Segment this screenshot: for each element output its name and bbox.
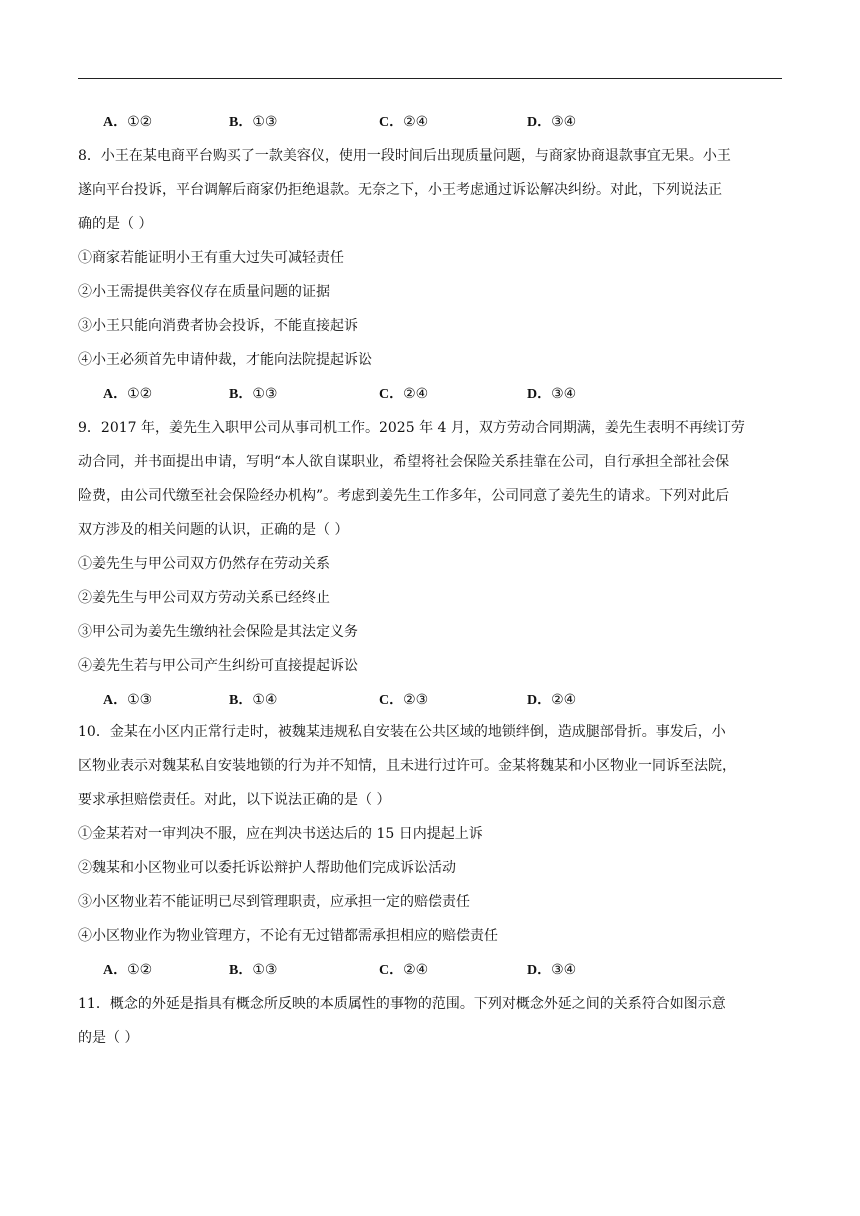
statement-4: ④小王必须首先申请仲裁，才能向法院提起诉讼 [78,352,372,368]
question-9-text: 双方涉及的相关问题的认识，正确的是（ ） [78,522,349,538]
option-b: B．①③ [229,386,278,402]
answer-options-q7 [103,112,763,132]
statement-2: ②魏某和小区物业可以委托诉讼辩护人帮助他们完成诉讼活动 [78,860,456,876]
option-d: D．②④ [527,692,577,708]
option-c: C．②③ [379,692,429,708]
statement-1: ①金某若对一审判决不服，应在判决书送达后的 15 日内提起上诉 [78,826,483,842]
statement-4: ④姜先生若与甲公司产生纠纷可直接提起诉讼 [78,658,358,674]
answer-options-q10 [103,960,763,980]
statement-1: ①商家若能证明小王有重大过失可减轻责任 [78,250,344,266]
option-d: D．③④ [527,114,577,130]
question-11-text: 11．概念的外延是指具有概念所反映的本质属性的事物的范围。下列对概念外延之间的关系符合如图示意 [78,996,726,1012]
option-c: C．②④ [379,386,429,402]
option-d: D．③④ [527,386,577,402]
statement-4: ④小区物业作为物业管理方，不论有无过错都需承担相应的赔偿责任 [78,928,498,944]
answer-options-q8 [103,384,763,404]
option-a: A．①② [103,386,153,402]
option-b: B．①③ [229,114,278,130]
option-b: B．①③ [229,962,278,978]
question-11-text: 的是（ ） [78,1030,139,1046]
header-rule [78,78,782,79]
statement-2: ②姜先生与甲公司双方劳动关系已经终止 [78,590,330,606]
option-c: C．②④ [379,114,429,130]
question-8-text: 遂向平台投诉，平台调解后商家仍拒绝退款。无奈之下，小王考虑通过诉讼解决纠纷。对此，下列说法正 [78,182,722,198]
question-9-text: 动合同，并书面提出申请，写明“本人欲自谋职业，希望将社会保险关系挂靠在公司，自行承担全部社会保 [78,454,730,470]
option-a: A．①② [103,114,153,130]
option-d: D．③④ [527,962,577,978]
question-9-text: 险费，由公司代缴至社会保险经办机构”。考虑到姜先生工作多年，公司同意了姜先生的请求。下列对此后 [78,488,730,504]
statement-3: ③小王只能向消费者协会投诉，不能直接起诉 [78,318,358,334]
statement-2: ②小王需提供美容仪存在质量问题的证据 [78,284,330,300]
question-8-text: 8．小王在某电商平台购买了一款美容仪，使用一段时间后出现质量问题，与商家协商退款事宜无果。小王 [78,148,731,164]
answer-options-q9 [103,690,763,710]
option-a: A．①② [103,962,153,978]
question-10-text: 要求承担赔偿责任。对此，以下说法正确的是（ ） [78,792,391,808]
option-a: A．①③ [103,692,153,708]
statement-3: ③小区物业若不能证明已尽到管理职责，应承担一定的赔偿责任 [78,894,470,910]
question-10-text: 区物业表示对魏某私自安装地锁的行为并不知情，且未进行过许可。金某将魏某和小区物业一同诉至法院， [78,758,736,774]
question-10-text: 10．金某在小区内正常行走时，被魏某违规私自安装在公共区域的地锁绊倒，造成腿部骨折。事发后，小 [78,724,726,740]
option-b: B．①④ [229,692,278,708]
question-8-text: 确的是（ ） [78,216,153,232]
statement-3: ③甲公司为姜先生缴纳社会保险是其法定义务 [78,624,358,640]
question-9-text: 9．2017 年，姜先生入职甲公司从事司机工作。2025 年 4 月，双方劳动合同期满，姜先生表明不再续订劳 [78,420,745,436]
option-c: C．②④ [379,962,429,978]
statement-1: ①姜先生与甲公司双方仍然存在劳动关系 [78,556,330,572]
